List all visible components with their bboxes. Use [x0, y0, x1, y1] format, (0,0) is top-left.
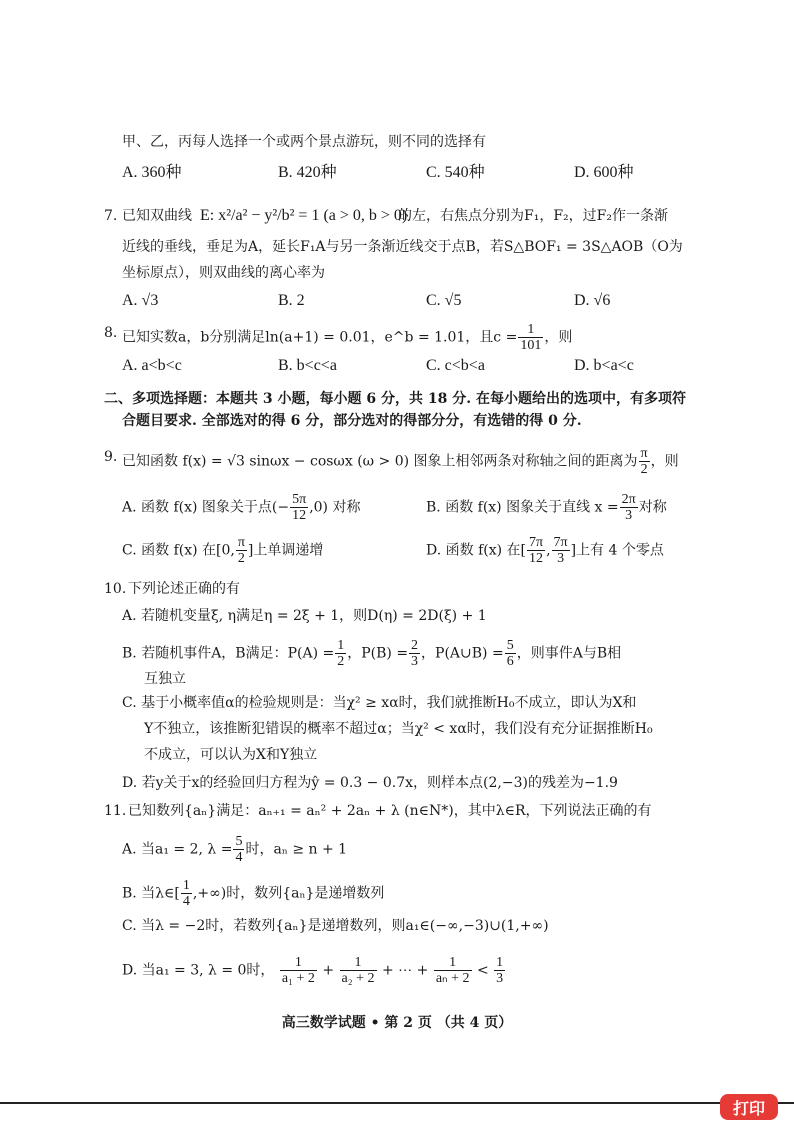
- q11-a-post: 时，aₙ ≥ n + 1: [245, 841, 348, 858]
- q11-d-term1: [280, 955, 317, 986]
- q9-d-den1: 12: [529, 551, 544, 566]
- q9-d-fraction2: [552, 535, 570, 566]
- q11-d-dots: + ⋯ +: [381, 962, 429, 979]
- q7-option-a: A. √3: [122, 292, 159, 309]
- q9-stem: [122, 446, 679, 477]
- q11-b-fraction: [181, 878, 192, 909]
- q11-d-term3: [434, 955, 472, 986]
- q9-c-pre: C. 函数 f(x) 在[0,: [122, 542, 235, 559]
- q7-stem-line2: 近线的垂线，垂足为A，延长F₁A与另一条渐近线交于点B，若S△BOF₁ = 3S△AOB（O为: [122, 239, 683, 255]
- q10-b-d3: 6: [506, 654, 514, 669]
- q9-number: 9.: [104, 449, 118, 465]
- q10-option-b: [122, 638, 621, 669]
- q6-option-d: D. 600种: [574, 164, 634, 181]
- q11-d-t3d: aₙ + 2: [435, 971, 470, 986]
- q11-b-post: ,+∞)时，数列{aₙ}是递增数列: [192, 885, 385, 902]
- q11-option-d: [122, 955, 506, 986]
- q10-stem: 下列论述正确的有: [128, 581, 240, 597]
- q10-b-mid1: ，P(B) =: [347, 645, 409, 662]
- q7-hyperbola-equation: E: x²/a² − y²/b² = 1 (a > 0, b > 0): [200, 207, 408, 224]
- q10-option-d: D. 若y关于x的经验回归方程为ŷ = 0.3 − 0.7x，则样本点(2,−3)的残差为−1.9: [122, 775, 618, 791]
- q10-b-frac3: [505, 638, 516, 669]
- q6-option-c: C. 540种: [426, 164, 485, 181]
- q10-b-n3: 5: [506, 638, 514, 653]
- q9-b-pre: B. 函数 f(x) 图象关于直线 x =: [426, 499, 619, 516]
- q9-b-num: 2π: [621, 492, 636, 507]
- q10-b-d2: 3: [411, 654, 419, 669]
- q7-stem-pre: 已知双曲线: [122, 208, 192, 224]
- q9-a-num: 5π: [292, 492, 307, 507]
- q9-b-post: 对称: [638, 499, 667, 516]
- q10-b-frac1: [335, 638, 346, 669]
- q11-option-a: [122, 834, 347, 865]
- q9-b-fraction: [620, 492, 638, 523]
- q8-option-b: B. b<c<a: [278, 357, 337, 374]
- q11-a-fraction: [233, 834, 244, 865]
- q9-d-fraction1: [527, 535, 545, 566]
- q11-d-rd: 3: [496, 971, 504, 986]
- q11-d-t1d: a₁ + 2: [281, 971, 315, 986]
- q9-c-den: 2: [237, 551, 245, 566]
- q11-stem: 已知数列{aₙ}满足：aₙ₊₁ = aₙ² + 2aₙ + λ (n∈N*)，其中λ∈R，下列说法正确的有: [128, 803, 652, 819]
- q10-b-n2: 2: [411, 638, 419, 653]
- q8-frac-den: 101: [520, 338, 542, 353]
- q10-option-c-line3: 不成立，可以认为X和Y独立: [144, 747, 318, 763]
- q11-b-num: 1: [182, 878, 190, 893]
- q11-d-plus: +: [322, 962, 335, 979]
- q11-b-pre: B. 当λ∈[: [122, 885, 180, 902]
- q9-d-post: ]上有 4 个零点: [570, 542, 664, 559]
- print-button[interactable]: 打印: [720, 1094, 778, 1120]
- q11-d-t2n: 1: [340, 955, 377, 971]
- q10-number: 10.: [104, 581, 127, 597]
- q7-stem-line3: 坐标原点），则双曲线的离心率为: [122, 265, 325, 281]
- q10-b-post: ，则事件A与B相: [516, 645, 622, 662]
- q11-option-c: C. 当λ = −2时，若数列{aₙ}是递增数列，则a₁∈(−∞,−3)∪(1,+∞): [122, 918, 549, 934]
- page-footer: 高三数学试题 • 第 2 页 （共 4 页）: [281, 1015, 513, 1031]
- q9-a-fraction: [290, 492, 308, 523]
- q8-option-a: A. a<b<c: [122, 357, 182, 374]
- q11-d-pre: D. 当a₁ = 3, λ = 0时，: [122, 962, 275, 979]
- q10-b-pre: B. 若随机事件A，B满足：P(A) =: [122, 645, 335, 662]
- q9-d-pre: D. 函数 f(x) 在[: [426, 542, 526, 559]
- q7-option-b: B. 2: [278, 292, 305, 309]
- q8-stem: [122, 322, 572, 353]
- q8-option-d: D. b<a<c: [574, 357, 634, 374]
- q11-a-den: 4: [235, 850, 243, 865]
- q11-d-rn: 1: [496, 955, 504, 970]
- q6-option-b: B. 420种: [278, 164, 337, 181]
- q10-b-n1: 1: [337, 638, 345, 653]
- q10-b-d1: 2: [337, 654, 345, 669]
- bottom-divider: [0, 1102, 794, 1104]
- q8-frac-num: 1: [518, 322, 543, 338]
- q9-fraction: [639, 446, 650, 477]
- q8-fraction: [518, 322, 543, 353]
- q9-option-c: [122, 535, 323, 566]
- q9-a-post: ,0) 对称: [309, 499, 361, 516]
- q9-c-post: ]上单调递增: [247, 542, 324, 559]
- q10-b-frac2: [409, 638, 420, 669]
- q11-d-t2d: a₂ + 2: [341, 971, 375, 986]
- q6-stem: 甲、乙，丙每人选择一个或两个景点游玩，则不同的选择有: [122, 134, 486, 150]
- q6-option-a: A. 360种: [122, 164, 182, 181]
- q9-stem-tail: ，则: [650, 453, 679, 470]
- q11-d-rhs: [494, 955, 505, 986]
- q11-d-term2: [340, 955, 377, 986]
- q11-number: 11.: [104, 803, 127, 819]
- q7-number: 7.: [104, 208, 118, 224]
- q8-option-c: C. c<b<a: [426, 357, 485, 374]
- q11-a-pre: A. 当a₁ = 2, λ =: [122, 841, 233, 858]
- q8-stem-text: 已知实数a，b分别满足ln(a+1) = 0.01，e^b = 1.01，且c =: [122, 329, 518, 346]
- q9-d-num1: 7π: [529, 535, 544, 550]
- q9-frac-den: 2: [640, 462, 648, 477]
- q11-d-t3n: 1: [434, 955, 472, 971]
- q7-stem-post: 的左，右焦点分别为F₁，F₂，过F₂作一条渐: [398, 208, 668, 224]
- q9-a-pre: A. 函数 f(x) 图象关于点(−: [122, 499, 290, 516]
- q11-d-lt: <: [476, 962, 489, 979]
- q11-b-den: 4: [182, 894, 190, 909]
- q10-option-a: A. 若随机变量ξ, η满足η = 2ξ + 1，则D(η) = 2D(ξ) + 1: [122, 608, 487, 624]
- q7-option-d: D. √6: [574, 292, 611, 309]
- q9-c-num: π: [237, 535, 245, 550]
- q8-stem-tail: ，则: [544, 329, 573, 346]
- q10-b-mid2: ，P(A∪B) =: [421, 645, 504, 662]
- q10-option-b-line2: 互独立: [144, 671, 186, 687]
- q10-option-c-line1: C. 基于小概率值α的检验规则是：当χ² ≥ xα时，我们就推断H₀不成立，即认为X和: [122, 695, 637, 711]
- q11-option-b: [122, 878, 384, 909]
- q9-d-num2: 7π: [553, 535, 568, 550]
- q9-a-den: 12: [292, 508, 307, 523]
- q9-c-fraction: [236, 535, 247, 566]
- section2-heading-line1: 二、多项选择题：本题共 3 小题，每小题 6 分，共 18 分. 在每小题给出的选项中，有多项符: [104, 391, 686, 407]
- q9-option-a: [122, 492, 360, 523]
- q9-option-d: D. 函数 f(x) 在[ $\frac{7\pi}{12}$ , $\frac{7\pi}{3}$ ]上有 4 个零点: [426, 535, 664, 566]
- section2-heading-line2: 合题目要求. 全部选对的得 6 分，部分选对的得部分分，有选错的得 0 分.: [122, 413, 582, 429]
- q9-d-den2: 3: [557, 551, 565, 566]
- q9-b-den: 3: [625, 508, 633, 523]
- q7-option-c: C. √5: [426, 292, 462, 309]
- q11-d-t1n: 1: [280, 955, 317, 971]
- q10-option-c-line2: Y不独立，该推断犯错误的概率不超过α；当χ² < xα时，我们没有充分证据推断H₀: [144, 721, 653, 737]
- q11-a-num: 5: [235, 834, 243, 849]
- q8-number: 8.: [104, 325, 118, 341]
- q9-option-b: [426, 492, 667, 523]
- q9-stem-text: 已知函数 f(x) = √3 sinωx − cosωx (ω > 0) 图象上相邻两条对称轴之间的距离为: [122, 453, 638, 470]
- q9-frac-num: π: [640, 446, 648, 461]
